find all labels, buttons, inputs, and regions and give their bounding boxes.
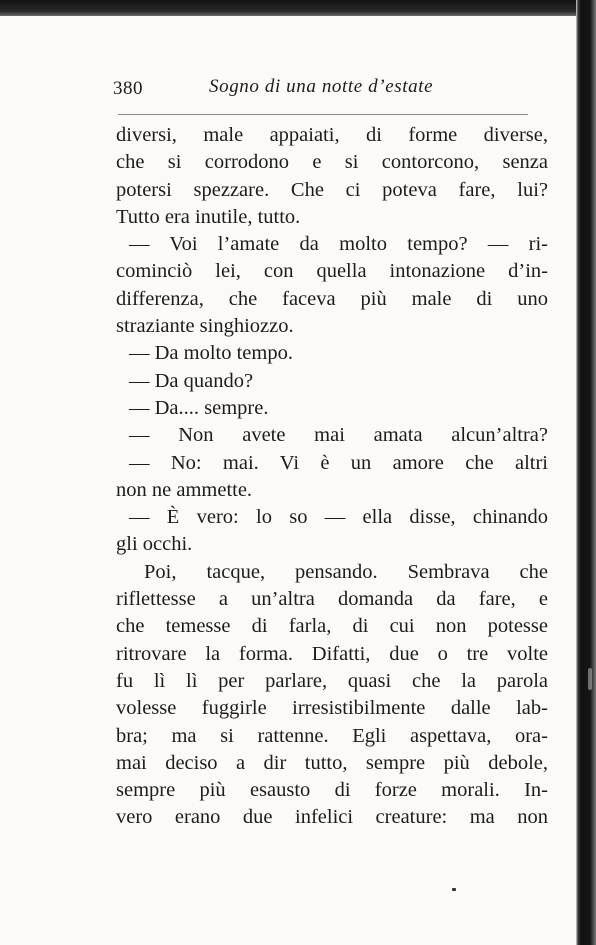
text-line: fu lì lì per parlare, quasi che la parola xyxy=(116,669,548,692)
scan-right-edge xyxy=(576,0,596,945)
text-line: Tutto era inutile, tutto. xyxy=(116,205,301,228)
text-line: — Da.... sempre. xyxy=(129,396,269,419)
text-line: differenza, che faceva più male di uno xyxy=(116,287,548,310)
text-line: — No: mai. Vi è un amore che altri xyxy=(129,451,548,474)
text-line: straziante singhiozzo. xyxy=(116,315,294,338)
ink-speck xyxy=(452,888,456,891)
scan-top-edge xyxy=(0,0,596,16)
text-line: — Voi l’amate da molto tempo? — ri- xyxy=(129,233,548,256)
text-line: che si corrodono e si contorcono, senza xyxy=(116,151,548,174)
page-number: 380 xyxy=(113,78,143,99)
text-line: riflettesse a un’altra domanda da fare, e xyxy=(116,588,548,611)
text-line: Poi, tacque, pensando. Sembrava che xyxy=(144,560,548,583)
header-rule xyxy=(118,114,528,115)
text-line: diversi, male appaiati, di forme diverse, xyxy=(116,124,548,146)
text-line: bra; ma si rattenne. Egli aspettava, ora- xyxy=(116,724,548,747)
text-line: ritrovare la forma. Difatti, due o tre volte xyxy=(116,642,548,665)
text-line: gli occhi. xyxy=(116,533,193,556)
running-title: Sogno di una notte d’estate xyxy=(209,76,434,97)
text-line: — È vero: lo so — ella disse, chinando xyxy=(129,506,548,529)
text-line: potersi spezzare. Che ci poteva fare, lui? xyxy=(116,178,548,201)
text-line: mai deciso a dir tutto, sempre più debole, xyxy=(116,751,548,774)
text-line: — Non avete mai amata alcun’altra? xyxy=(129,424,548,447)
page-header xyxy=(113,74,526,104)
text-line: non ne ammette. xyxy=(116,478,253,501)
text-line: volesse fuggirle irresistibilmente dalle lab- xyxy=(116,697,548,720)
body-text xyxy=(116,122,548,832)
text-line: cominciò lei, con quella intonazione d’in- xyxy=(116,260,548,283)
text-line: — Da quando? xyxy=(129,369,254,392)
scan-speck xyxy=(588,668,592,690)
text-line: vero erano due infelici creature: ma non xyxy=(116,806,548,829)
text-line: — Da molto tempo. xyxy=(129,342,293,365)
text-line: sempre più esausto di forze morali. In- xyxy=(116,779,548,802)
text-line: che temesse di farla, di cui non potesse xyxy=(116,615,548,638)
